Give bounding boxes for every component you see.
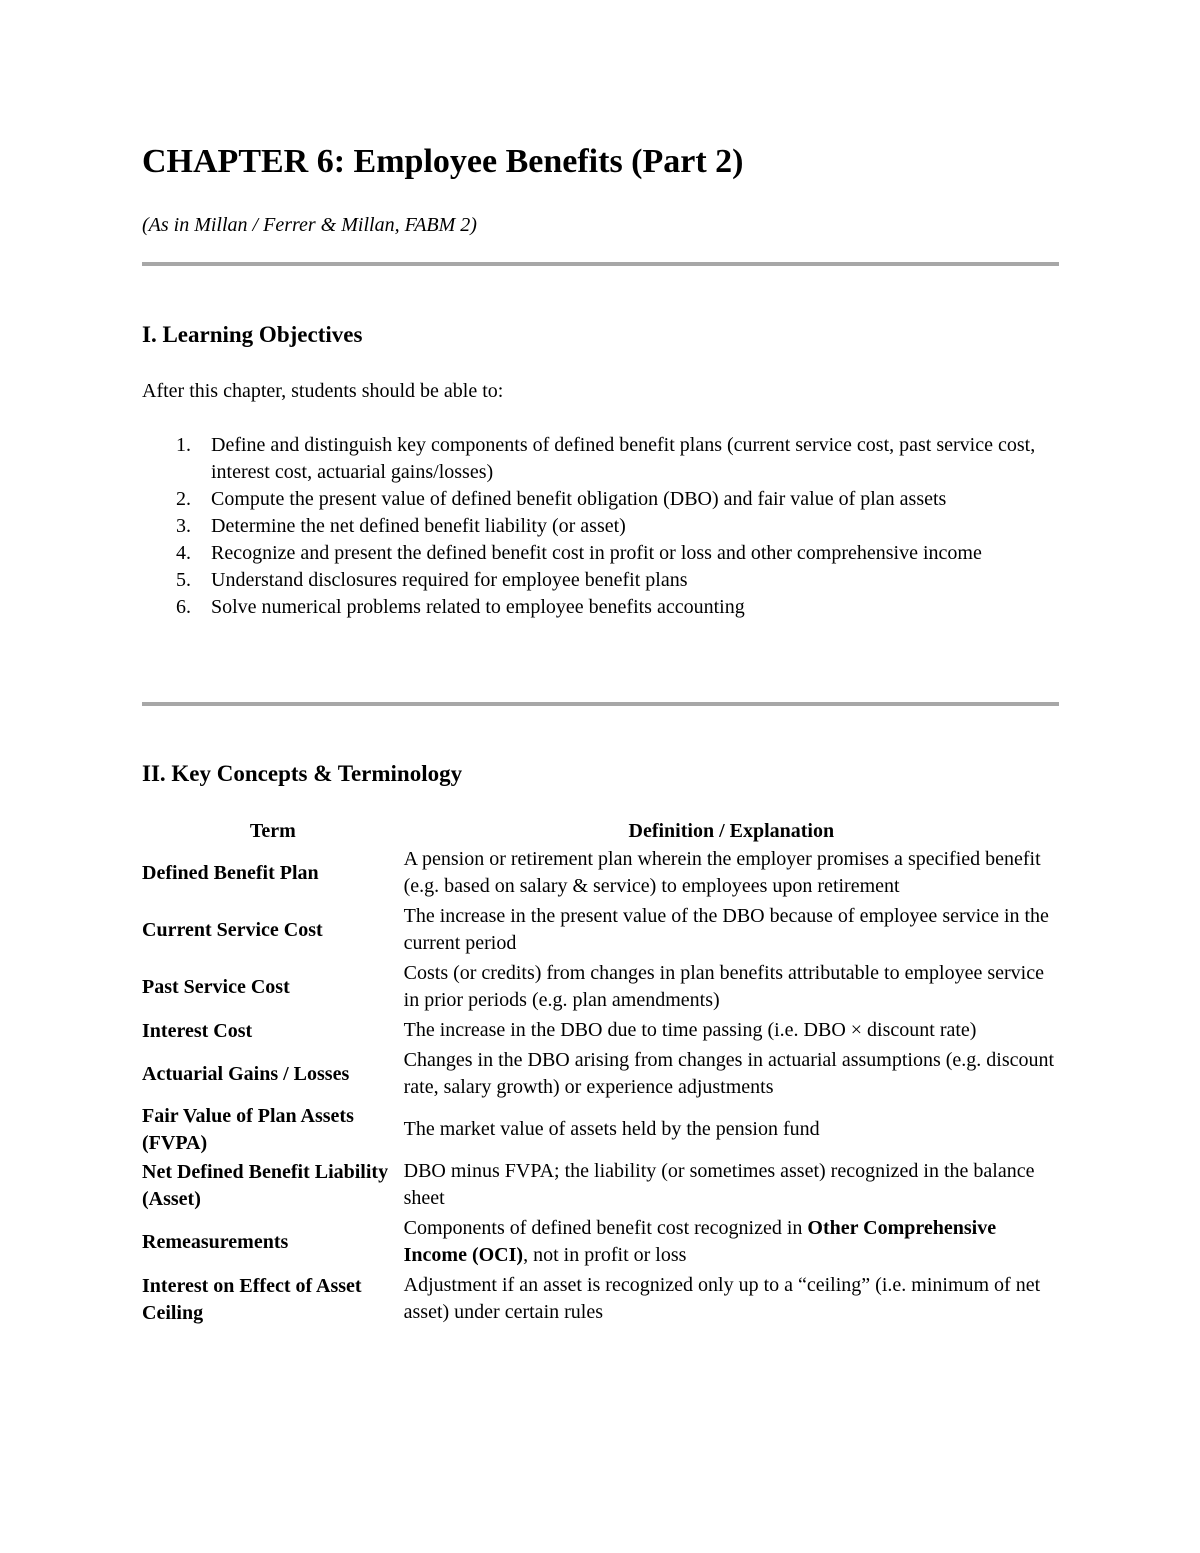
list-item bbox=[142, 513, 1059, 540]
table-row bbox=[142, 1046, 1059, 1103]
definition-emphasis: Other Comprehensive Income (OCI) bbox=[403, 1217, 997, 1266]
table-row bbox=[142, 845, 1059, 902]
list-item bbox=[142, 540, 1059, 567]
list-item-text: Understand disclosures required for employee benefit plans bbox=[211, 569, 688, 591]
list-item bbox=[142, 594, 1059, 621]
term-cell: Interest on Effect of Asset Ceiling bbox=[142, 1274, 362, 1324]
definition-cell: The market value of assets held by the pension fund bbox=[403, 1118, 820, 1140]
section-divider bbox=[142, 702, 1059, 706]
objectives-list bbox=[142, 432, 1059, 621]
table-row bbox=[142, 1271, 1059, 1328]
column-header-definition: Definition / Explanation bbox=[628, 820, 835, 842]
definition-text: , not in profit or loss bbox=[523, 1244, 687, 1266]
term-cell: Interest Cost bbox=[142, 1019, 253, 1042]
definition-cell: The increase in the present value of the DBO because of employee service in the current period bbox=[403, 905, 1049, 954]
table-row bbox=[142, 1016, 1059, 1046]
table-row bbox=[142, 902, 1059, 959]
term-cell: Past Service Cost bbox=[142, 976, 290, 998]
list-item-text: Compute the present value of defined benefit obligation (DBO) and fair value of plan assets bbox=[211, 488, 947, 510]
term-cell: Net Defined Benefit Liability (Asset) bbox=[142, 1160, 389, 1210]
list-item-number: 5. bbox=[176, 569, 191, 591]
term-cell: Actuarial Gains / Losses bbox=[142, 1063, 350, 1085]
column-header-term: Term bbox=[249, 820, 296, 842]
list-item-number: 4. bbox=[176, 542, 191, 564]
list-item-number: 1. bbox=[176, 434, 191, 456]
definition-cell: The increase in the DBO due to time passing (i.e. DBO × discount rate) bbox=[403, 1019, 977, 1041]
section-divider bbox=[142, 262, 1059, 266]
page-subtitle: (As in Millan / Ferrer & Millan, FABM 2) bbox=[142, 214, 477, 236]
definition-cell: Costs (or credits) from changes in plan benefits attributable to employee service in prior periods (e.g. plan amendments) bbox=[403, 962, 1044, 1011]
objectives-intro: After this chapter, students should be able to: bbox=[142, 380, 504, 402]
definition-text: Components of defined benefit cost recognized in bbox=[403, 1217, 808, 1239]
list-item-text: Recognize and present the defined benefit cost in profit or loss and other comprehensive income bbox=[211, 542, 982, 564]
list-item-number: 3. bbox=[176, 515, 191, 537]
table-header-row bbox=[142, 816, 1059, 845]
term-cell: Current Service Cost bbox=[142, 919, 323, 941]
definition-cell: Adjustment if an asset is recognized only up to a “ceiling” (i.e. minimum of net asset) under certain rules bbox=[403, 1274, 1041, 1323]
list-item-number: 2. bbox=[176, 488, 191, 510]
term-cell: Fair Value of Plan Assets (FVPA) bbox=[142, 1105, 354, 1154]
table-row bbox=[142, 1157, 1059, 1214]
section-heading-key-concepts: II. Key Concepts & Terminology bbox=[142, 761, 463, 786]
term-cell: Defined Benefit Plan bbox=[142, 862, 319, 884]
term-cell: Remeasurements bbox=[142, 1231, 289, 1253]
definition-cell bbox=[404, 1214, 1059, 1271]
definition-cell: Changes in the DBO arising from changes in actuarial assumptions (e.g. discount rate, salary growth) or experience adjustments bbox=[403, 1049, 1055, 1098]
definition-cell: A pension or retirement plan wherein the employer promises a specified benefit (e.g. based on salary & service) to employees upon retirement bbox=[403, 848, 1041, 897]
list-item-number: 6. bbox=[176, 596, 191, 618]
table-row bbox=[142, 1214, 1059, 1271]
list-item-text: Define and distinguish key components of defined benefit plans (current service cost, past service cost, interest cost, actuarial gains/losses) bbox=[211, 434, 1036, 483]
list-item-text: Determine the net defined benefit liability (or asset) bbox=[211, 515, 626, 537]
list-item bbox=[142, 486, 1059, 513]
list-item-text: Solve numerical problems related to employee benefits accounting bbox=[211, 596, 745, 618]
page-title: CHAPTER 6: Employee Benefits (Part 2) bbox=[142, 143, 744, 180]
list-item bbox=[142, 432, 1059, 486]
section-heading-learning-objectives: I. Learning Objectives bbox=[142, 322, 363, 347]
list-item bbox=[142, 567, 1059, 594]
table-row bbox=[142, 1103, 1059, 1157]
terminology-table bbox=[142, 816, 1059, 1328]
table-row bbox=[142, 959, 1059, 1016]
definition-cell: DBO minus FVPA; the liability (or sometimes asset) recognized in the balance sheet bbox=[403, 1160, 1035, 1209]
